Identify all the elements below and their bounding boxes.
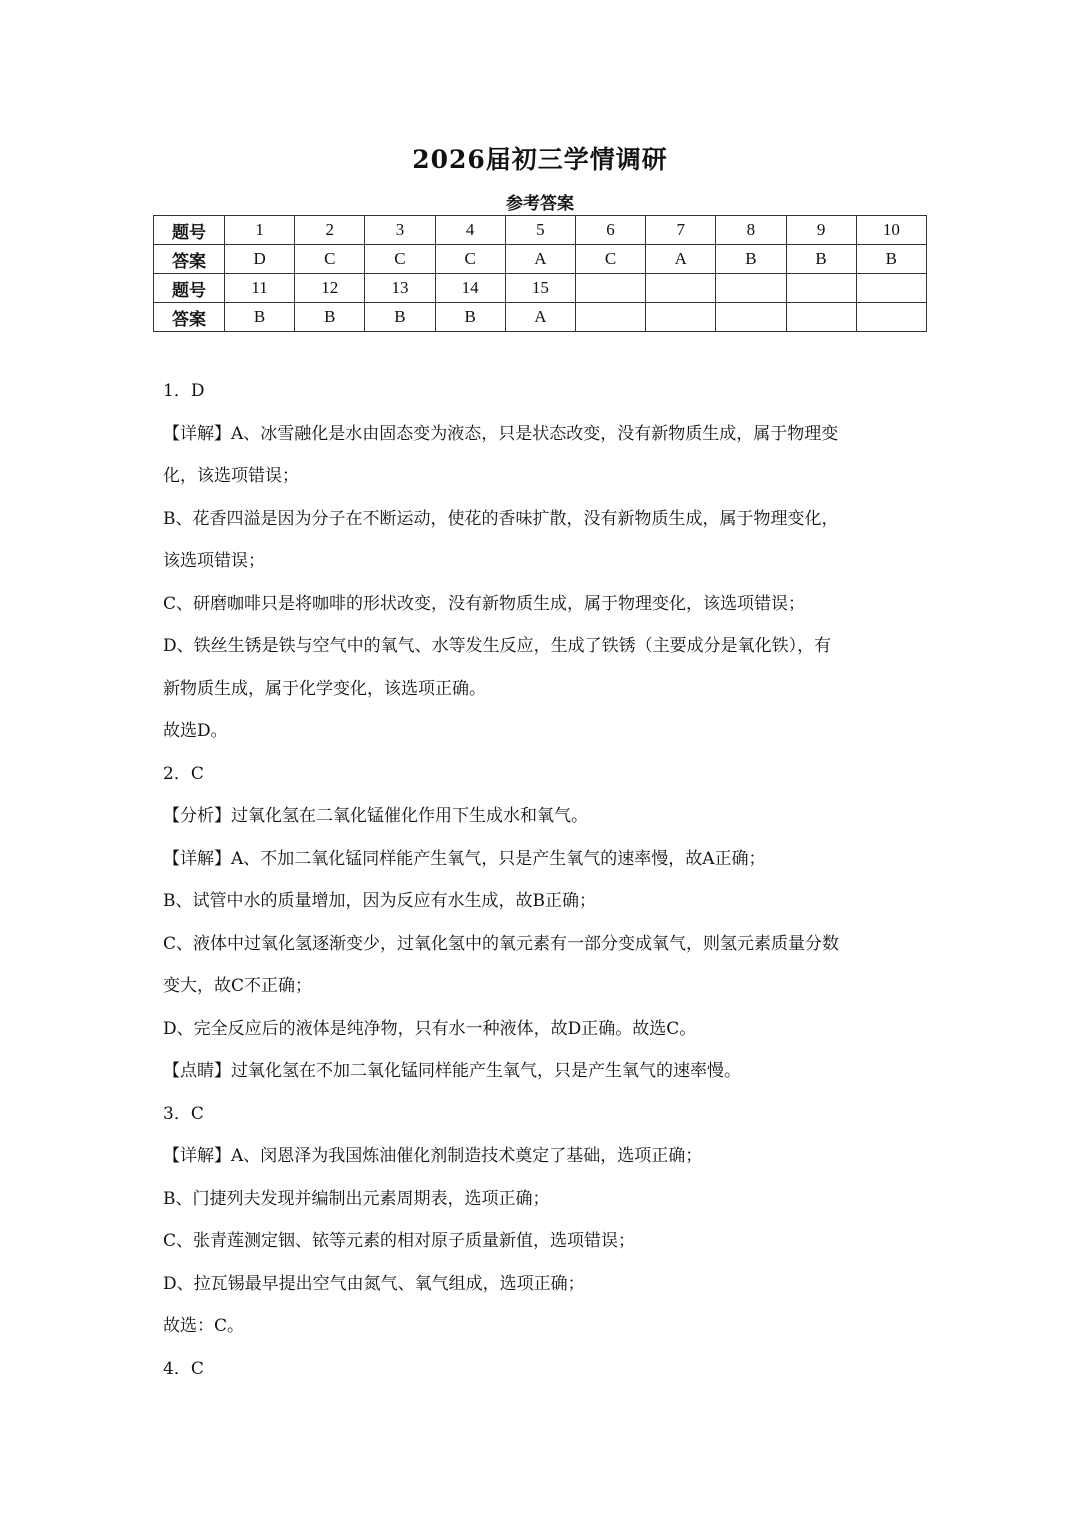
text-line: 【详解】A、冰雪融化是水由固态变为液态，只是状态改变，没有新物质生成，属于物理变 bbox=[163, 423, 839, 444]
text-line: D、完全反应后的液体是纯净物，只有水一种液体，故D正确。故选C。 bbox=[163, 1018, 697, 1039]
table-cell: B bbox=[856, 245, 926, 274]
table-row bbox=[154, 303, 927, 332]
table-cell: B bbox=[295, 303, 365, 332]
table-cell: 13 bbox=[365, 274, 435, 303]
table-cell: 8 bbox=[716, 216, 786, 245]
text-line: 变大，故C不正确； bbox=[163, 976, 313, 996]
text-line: 故选：C。 bbox=[163, 1316, 245, 1336]
table-cell: 15 bbox=[505, 274, 575, 303]
text-line: B、门捷列夫发现并编制出元素周期表，选项正确； bbox=[163, 1188, 550, 1209]
table-cell: D bbox=[225, 245, 295, 274]
table-cell: 11 bbox=[225, 274, 295, 303]
table-cell: A bbox=[505, 303, 575, 332]
table-cell: 1 bbox=[225, 216, 295, 245]
table-cell: B bbox=[786, 245, 856, 274]
table-header-cell: 答案 bbox=[154, 303, 225, 332]
question-number: 1．D bbox=[163, 381, 205, 401]
question-number: 2．C bbox=[163, 763, 204, 784]
table-cell: C bbox=[295, 245, 365, 274]
table-cell: 4 bbox=[435, 216, 505, 245]
table-header-cell: 答案 bbox=[154, 245, 225, 274]
table-cell: 9 bbox=[786, 216, 856, 245]
table-cell: B bbox=[435, 303, 505, 332]
table-cell: 2 bbox=[295, 216, 365, 245]
table-cell: A bbox=[505, 245, 575, 274]
table-cell: A bbox=[646, 245, 716, 274]
table-row bbox=[154, 274, 927, 303]
answer-table bbox=[153, 215, 927, 332]
solution-text bbox=[163, 370, 923, 1390]
table-cell: B bbox=[225, 303, 295, 332]
page-subtitle: 参考答案 bbox=[506, 194, 574, 214]
text-line: 【详解】A、不加二氧化锰同样能产生氧气，只是产生氧气的速率慢，故A正确； bbox=[163, 848, 766, 869]
table-row bbox=[154, 245, 927, 274]
text-line: 故选D。 bbox=[163, 721, 228, 741]
table-cell: C bbox=[365, 245, 435, 274]
text-line: D、铁丝生锈是铁与空气中的氧气、水等发生反应，生成了铁锈（主要成分是氧化铁），有 bbox=[163, 636, 832, 656]
table-cell: 5 bbox=[505, 216, 575, 245]
table-cell bbox=[856, 274, 926, 303]
table-cell: C bbox=[575, 245, 645, 274]
text-line: 该选项错误； bbox=[163, 551, 265, 571]
table-cell bbox=[856, 303, 926, 332]
text-line: 【详解】A、闵恩泽为我国炼油催化剂制造技术奠定了基础，选项正确； bbox=[163, 1146, 703, 1166]
page-title: 2026届初三学情调研 bbox=[412, 145, 668, 174]
text-line: C、张青莲测定铟、铱等元素的相对原子质量新值，选项错误； bbox=[163, 1231, 636, 1251]
table-cell bbox=[646, 274, 716, 303]
table-cell: 12 bbox=[295, 274, 365, 303]
table-header-cell: 题号 bbox=[154, 216, 225, 245]
table-cell: 3 bbox=[365, 216, 435, 245]
table-cell: B bbox=[716, 245, 786, 274]
table-cell: C bbox=[435, 245, 505, 274]
text-line: 新物质生成，属于化学变化，该选项正确。 bbox=[163, 678, 486, 699]
text-line: B、花香四溢是因为分子在不断运动，使花的香味扩散，没有新物质生成，属于物理变化， bbox=[163, 508, 839, 529]
table-cell bbox=[575, 274, 645, 303]
table-cell bbox=[786, 303, 856, 332]
table-cell: 7 bbox=[646, 216, 716, 245]
text-line: 化，该选项错误； bbox=[163, 466, 299, 486]
table-cell bbox=[786, 274, 856, 303]
table-header-cell: 题号 bbox=[154, 274, 225, 303]
question-number: 3．C bbox=[163, 1103, 204, 1124]
text-line: C、研磨咖啡只是将咖啡的形状改变，没有新物质生成，属于物理变化，该选项错误； bbox=[163, 593, 806, 614]
table-cell bbox=[716, 274, 786, 303]
text-line: C、液体中过氧化氢逐渐变少，过氧化氢中的氧元素有一部分变成氧气，则氢元素质量分数 bbox=[163, 933, 840, 954]
question-number: 4．C bbox=[163, 1358, 204, 1379]
table-cell: 10 bbox=[856, 216, 926, 245]
table-cell bbox=[575, 303, 645, 332]
text-line: 【分析】过氧化氢在二氧化锰催化作用下生成水和氧气。 bbox=[163, 806, 588, 826]
table-cell bbox=[646, 303, 716, 332]
table-cell: 14 bbox=[435, 274, 505, 303]
table-cell: B bbox=[365, 303, 435, 332]
text-line: 【点睛】过氧化氢在不加二氧化锰同样能产生氧气，只是产生氧气的速率慢。 bbox=[163, 1061, 741, 1081]
table-cell bbox=[716, 303, 786, 332]
table-row bbox=[154, 216, 927, 245]
text-line: D、拉瓦锡最早提出空气由氮气、氧气组成，选项正确； bbox=[163, 1273, 585, 1294]
text-line: B、试管中水的质量增加，因为反应有水生成，故B正确； bbox=[163, 891, 596, 911]
table-cell: 6 bbox=[575, 216, 645, 245]
